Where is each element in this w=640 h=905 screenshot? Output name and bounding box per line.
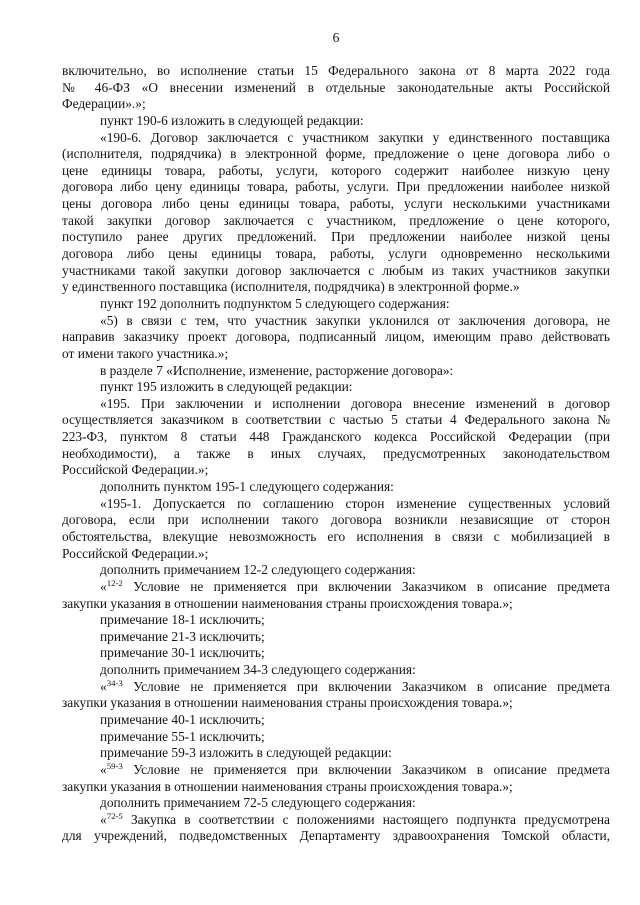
text-line: поступило ранее других предложений. При предложении наиболее низкой цены [62, 229, 610, 245]
text-line: дополнить примечанием 12-2 следующего содержания: [100, 562, 416, 578]
text-line: примечание 18-1 исключить; [100, 612, 265, 628]
text-line: для учреждений, подведомственных Департаменту здравоохранения Томской области, [62, 828, 610, 844]
paragraph [62, 396, 610, 479]
text-line: договора либо цены единицы товара, работы, услуги одновременно несколькими [62, 246, 610, 262]
paragraph [62, 712, 610, 729]
text-line: № 46-ФЗ «О внесении изменений в отдельные законодательные акты Российской [62, 79, 610, 95]
text-line: от имени такого участника.»; [62, 345, 229, 361]
open-quote: « [100, 811, 107, 827]
text-line: осуществляется заказчиком в соответствии с частью 5 статьи 4 Федерального закона № [62, 412, 610, 428]
note-number: 59-3 [106, 761, 123, 771]
text-line: участниками такой закупки договор заключается с любым из таких участников закупки [62, 262, 610, 278]
paragraph [62, 662, 610, 679]
text-line: такой закупки договор заключается с участником, предложение о цене которого, [62, 212, 610, 228]
open-quote: « [100, 678, 107, 694]
paragraph [62, 562, 610, 579]
paragraph [62, 629, 610, 646]
text-line: пункт 190-6 изложить в следующей редакции: [100, 112, 364, 128]
text-line: пункт 195 изложить в следующей редакции: [100, 379, 353, 395]
line-text: Условие не применяется при включении Заказчиком в описание предмета [122, 761, 610, 777]
text-line: примечание 40-1 исключить; [100, 711, 265, 727]
text-line: у единственного поставщика (исполнителя, подрядчика) в электронной форме.» [62, 279, 520, 295]
paragraph [62, 130, 610, 296]
text-line: «195. При заключении и исполнении договора внесение изменений в договор [100, 395, 610, 411]
paragraph [62, 812, 610, 845]
paragraph [62, 795, 610, 812]
paragraph [62, 496, 610, 563]
paragraph [62, 679, 610, 712]
text-line: пункт 192 дополнить подпунктом 5 следующего содержания: [100, 295, 450, 311]
paragraph [62, 729, 610, 746]
text-line: примечание 55-1 исключить; [100, 728, 265, 744]
text-line: «190-6. Договор заключается с участником закупки у единственного поставщика [100, 129, 610, 145]
page-number: 6 [332, 30, 340, 45]
text-line: 223-ФЗ, пунктом 8 статьи 448 Гражданского кодекса Российской Федерации (при [62, 429, 610, 445]
text-line: обстоятельства, влекущие невозможность его исполнения в связи с мобилизацией в [62, 528, 610, 544]
paragraph [62, 363, 610, 380]
text-line: в разделе 7 «Исполнение, изменение, расторжение договора»: [100, 362, 454, 378]
paragraph [62, 612, 610, 629]
text-line: закупки указания в отношении наименования страны происхождения товара.»; [62, 778, 513, 794]
paragraph [62, 63, 610, 113]
open-quote: « [100, 761, 107, 777]
note-number: 34-3 [106, 678, 123, 688]
text-line: закупки указания в отношении наименования страны происхождения товара.»; [62, 695, 513, 711]
text-line: примечание 59-3 изложить в следующей редакции: [100, 745, 392, 761]
paragraph [62, 579, 610, 612]
paragraph [62, 645, 610, 662]
line-text: Закупка в соответствии с положениями настоящего подпункта предусмотрена [122, 811, 610, 827]
document-body [62, 63, 610, 845]
text-line: цене единицы товара, работы, услуги, которого содержит наиболее низкую цену [62, 162, 610, 178]
text-line: необходимости), а также в иных случаях, предусмотренных законодательством [62, 445, 610, 461]
text-line [62, 762, 610, 779]
open-quote: « [100, 578, 107, 594]
text-line: дополнить пунктом 195-1 следующего содержания: [100, 479, 394, 495]
text-line: договора либо цену единицы товара, работы, услуги. При предложении наиболее низкой [62, 179, 610, 195]
paragraph [62, 762, 610, 795]
text-line [62, 579, 610, 596]
paragraph [62, 113, 610, 130]
text-line: Российской Федерации.»; [62, 462, 209, 478]
text-line: направив заказчику проект договора, подписанный лицом, имеющим право действовать [62, 329, 610, 345]
text-line: включительно, во исполнение статьи 15 Федерального закона от 8 марта 2022 года [62, 63, 610, 78]
text-line: (исполнителя, подрядчика) в электронной форме, предложение о цене договора либо о [62, 146, 610, 162]
text-line [62, 679, 610, 696]
note-number: 12-2 [106, 578, 123, 588]
text-line: примечание 21-3 исключить; [100, 628, 265, 644]
text-line [62, 812, 610, 829]
text-line: дополнить примечанием 72-5 следующего содержания: [100, 795, 416, 811]
paragraph [62, 313, 610, 363]
text-line: договора, если при исполнении такого договора возникли независящие от сторон [62, 512, 610, 528]
paragraph [62, 296, 610, 313]
note-number: 72-5 [106, 811, 123, 821]
text-line: закупки указания в отношении наименования страны происхождения товара.»; [62, 595, 513, 611]
text-line: Российской Федерации.»; [62, 545, 209, 561]
text-line: дополнить примечанием 34-3 следующего содержания: [100, 662, 416, 678]
line-text: Условие не применяется при включении Заказчиком в описание предмета [122, 678, 610, 694]
line-text: Условие не применяется при включении Заказчиком в описание предмета [122, 578, 610, 594]
paragraph [62, 479, 610, 496]
paragraph [62, 745, 610, 762]
paragraph [62, 379, 610, 396]
text-line: «5) в связи с тем, что участник закупки уклонился от заключения договора, не [100, 312, 610, 328]
text-line: Федерации».»; [62, 96, 146, 112]
text-line: «195-1. Допускается по соглашению сторон изменение существенных условий [100, 495, 610, 511]
text-line: цены договора либо цены единицы товара, работы, услуги несколькими участниками [62, 196, 610, 212]
text-line: примечание 30-1 исключить; [100, 645, 265, 661]
